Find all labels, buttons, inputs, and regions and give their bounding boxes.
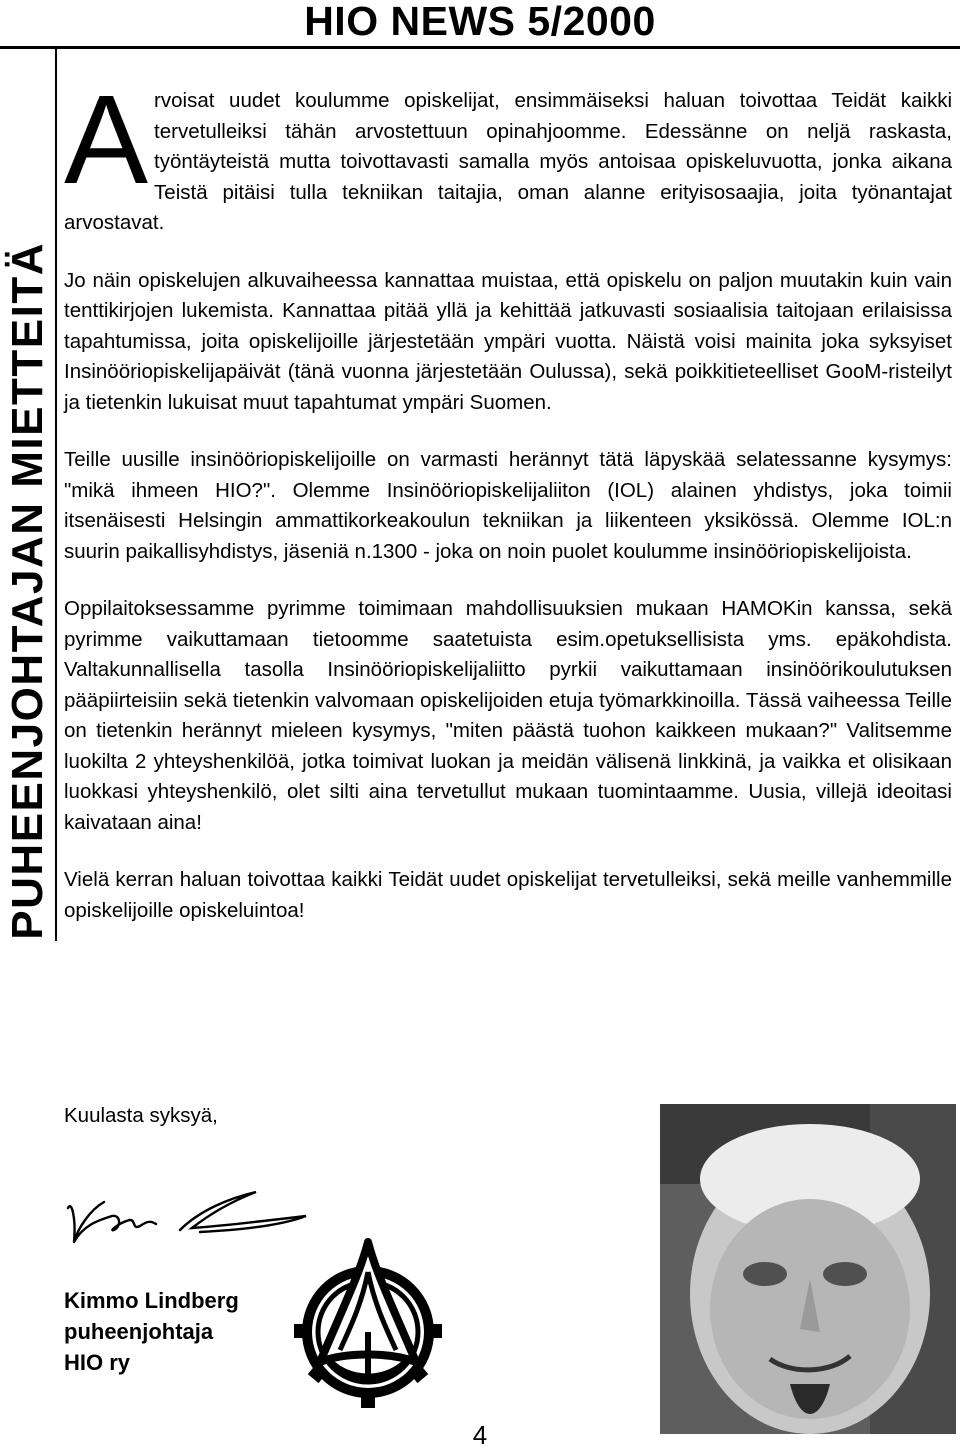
paragraph-1-text: rvoisat uudet koulumme opiskelijat, ensimmäiseksi haluan toivottaa Teidät kaikki tervetulleiksi tähän arvostettuun opinahjoomme. Edessänne on neljä raskasta, työntäyteistä mutta toivottavasti samalla myös antoisaa opiskeluvuotta, jonka aikana Teistä pitäisi tulla tekniikan taitajia, oman alanne erityisosaajia, joita työnantajat arvostavat. — [64, 89, 952, 234]
author-photo — [660, 1104, 956, 1434]
author-organization: HIO ry — [64, 1350, 131, 1375]
author-name: Kimmo Lindberg — [64, 1288, 239, 1313]
page-header — [0, 0, 960, 49]
organization-logo — [290, 1232, 446, 1422]
handwritten-signature — [60, 1180, 320, 1260]
article-paragraph-1 — [64, 69, 952, 239]
article-paragraph-4: Oppilaitoksessamme pyrimme toimimaan mahdollisuuksien mukaan HAMOKin kanssa, sekä pyrimme vaikuttamaan tietoomme saatetuista esim.opetuksellisista yms. epäkohdista. Valtakunnallisella tasolla Insinööriopiskelijaliitto pyrkii vaikuttamaan insinöörikoulutuksen pääpiirteisiin sekä tietenkin valvomaan opiskelijoiden etuja työmarkkinoilla. Tässä vaiheessa Teille on tietenkin herännyt mieleen kysymys, "miten päästä tuohon kaikkeen mukaan?" Valitsemme luokilta 2 yhteyshenkilöä, jotka toimivat luokan ja meidän välisenä linkkinä, ja vaikka et olisikaan luokkasi yhteyshenkilö, olet silti aina tervetullut mukaan tuomintaamme. Uusia, villejä ideoitasi kaivataan aina! — [64, 597, 952, 834]
sidebar-divider — [55, 46, 57, 941]
section-title-vertical — [0, 60, 56, 940]
article-paragraph-2: Jo näin opiskelujen alkuvaiheessa kannattaa muistaa, että opiskelu on paljon muutakin kuin vain tenttikirjojen lukemista. Kannattaa pitää yllä ja kehittää jatkuvasti sosiaalisia taitojaan erilaisissa tapahtumissa, joita opiskelijoille järjestetään ympäri vuotta. Näistä voisi mainita joka syksyiset Insinööriopiskelijapäivät (tänä vuonna järjestetään Oulussa), sekä poikkitieteelliset GooM-risteilyt ja tietenkin lukuisat muut tapahtumat ympäri Suomen. — [64, 268, 952, 414]
page-number: 4 — [472, 1420, 488, 1450]
drop-cap: A — [64, 69, 149, 210]
section-title-text: PUHEENJOHTAJAN MIETTEITÄ — [3, 242, 52, 940]
author-block — [64, 1285, 239, 1378]
article-paragraph-5: Vielä kerran haluan toivottaa kaikki Teidät uudet opiskelijat tervetulleiksi, sekä meille vanhemmille opiskelijoille opiskeluintoa! — [64, 868, 952, 922]
closing-greeting: Kuulasta syksyä, — [64, 1104, 218, 1127]
article-body — [64, 69, 952, 953]
article-paragraph-3: Teille uusille insinööriopiskelijoille on varmasti herännyt tätä läpyskää selatessanne kysymys: "mikä ihmeen HIO?". Olemme Insinööriopiskelijaliiton (IOL) alainen yhdistys, joka toimii itsenäisesti Helsingin ammattikorkeakoulun tekniikan ja liikenteen yksikössä. Olemme IOL:n suurin paikallisyhdistys, jäseniä n.1300 - joka on noin puolet koulumme insinööriopiskelijoista. — [64, 448, 952, 563]
author-role: puheenjohtaja — [64, 1319, 214, 1344]
page-title: HIO NEWS 5/2000 — [304, 0, 656, 44]
